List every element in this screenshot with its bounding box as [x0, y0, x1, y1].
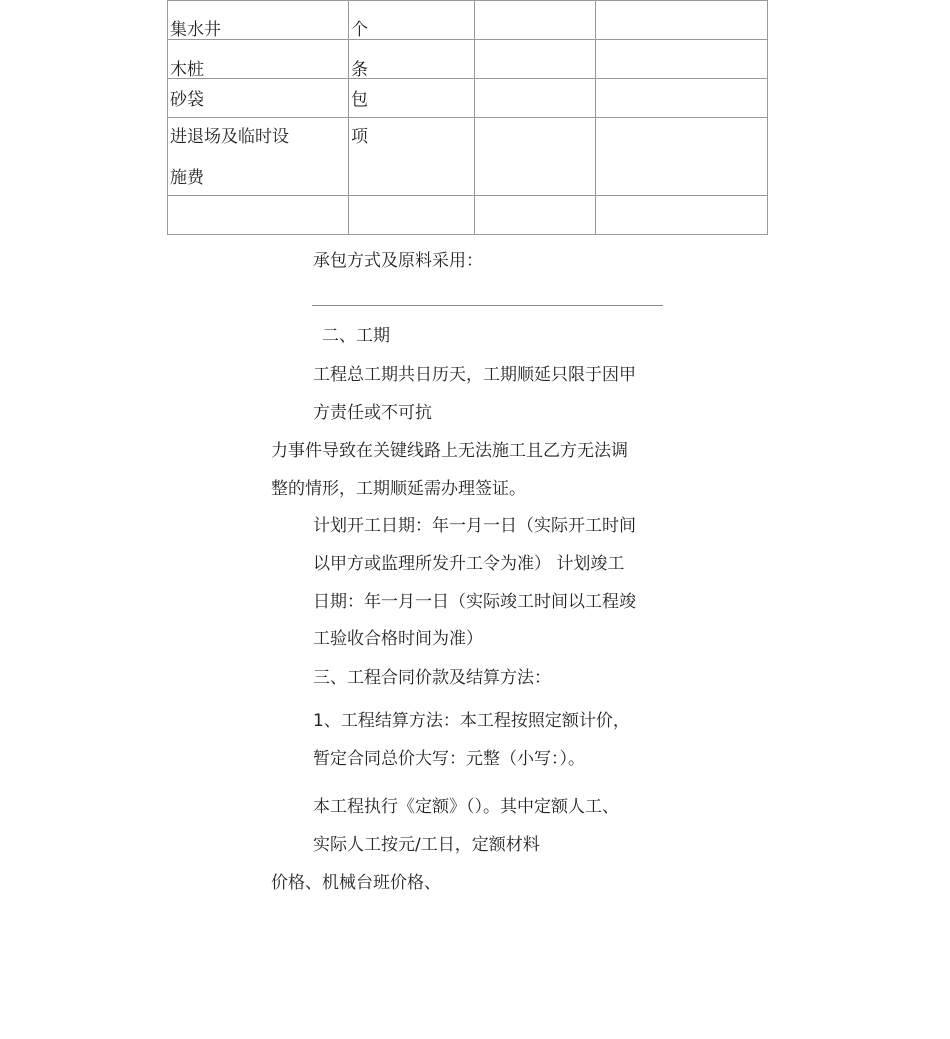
- table-cell: [475, 118, 596, 196]
- table-cell-item: 砂袋: [168, 79, 349, 118]
- paragraph-line: 工验收合格时间为准）: [313, 629, 483, 649]
- table-cell: [596, 196, 768, 235]
- table-cell-item: 进退场及临时设 施费: [168, 118, 349, 196]
- paragraph-line: 本工程执行《定额》（）。其中定额人工、: [313, 797, 619, 817]
- table-cell: [596, 118, 768, 196]
- paragraph-line: 暂定合同总价大写：元整（小写：）。: [313, 749, 585, 769]
- table-cell: [596, 40, 768, 79]
- table-row: [168, 196, 768, 235]
- paragraph-line: 工程总工期共日历天，工期顺延只限于因甲: [313, 365, 636, 385]
- paragraph-line: 实际人工按元/工日，定额材料: [313, 835, 540, 855]
- section-title-schedule: 二、工期: [322, 326, 390, 346]
- table-cell-item: 木桩: [168, 40, 349, 79]
- table-cell-unit: 包: [349, 79, 475, 118]
- paragraph-line: 整的情形，工期顺延需办理签证。: [271, 479, 526, 499]
- table-row: [168, 118, 768, 196]
- paragraph-line: 计划开工日期：年一月一日（实际开工时间: [313, 516, 636, 536]
- table-cell: [596, 1, 768, 40]
- table-cell: [475, 1, 596, 40]
- table-cell: [475, 79, 596, 118]
- paragraph-line: 价格、机械台班价格、: [271, 873, 441, 893]
- table-cell: [596, 79, 768, 118]
- paragraph-line: 方责任或不可抗: [313, 403, 432, 423]
- paragraph-line: 以甲方或监理所发升工令为准） 计划竣工: [313, 554, 625, 574]
- table-cell-item: 集水井: [168, 1, 349, 40]
- table-cell-unit: 个: [349, 1, 475, 40]
- paragraph-line: 力事件导致在关键线路上无法施工且乙方无法调: [271, 441, 628, 461]
- table-cell: [168, 196, 349, 235]
- table-cell-unit: 条: [349, 40, 475, 79]
- table-row: [168, 1, 768, 40]
- contract-mode-label: 承包方式及原料采用：: [313, 251, 483, 271]
- table-cell: [349, 196, 475, 235]
- table-row: [168, 79, 768, 118]
- table-cell: [475, 40, 596, 79]
- paragraph-line: 1、工程结算方法：本工程按照定额计价，: [313, 711, 630, 731]
- materials-table: [167, 0, 768, 235]
- table-cell: [475, 196, 596, 235]
- fill-in-line: [312, 305, 663, 306]
- table-cell-unit: 项: [349, 118, 475, 196]
- table-row: [168, 40, 768, 79]
- section-title-price: 三、工程合同价款及结算方法：: [313, 668, 551, 688]
- paragraph-line: 日期：年一月一日（实际竣工时间以工程竣: [313, 592, 636, 612]
